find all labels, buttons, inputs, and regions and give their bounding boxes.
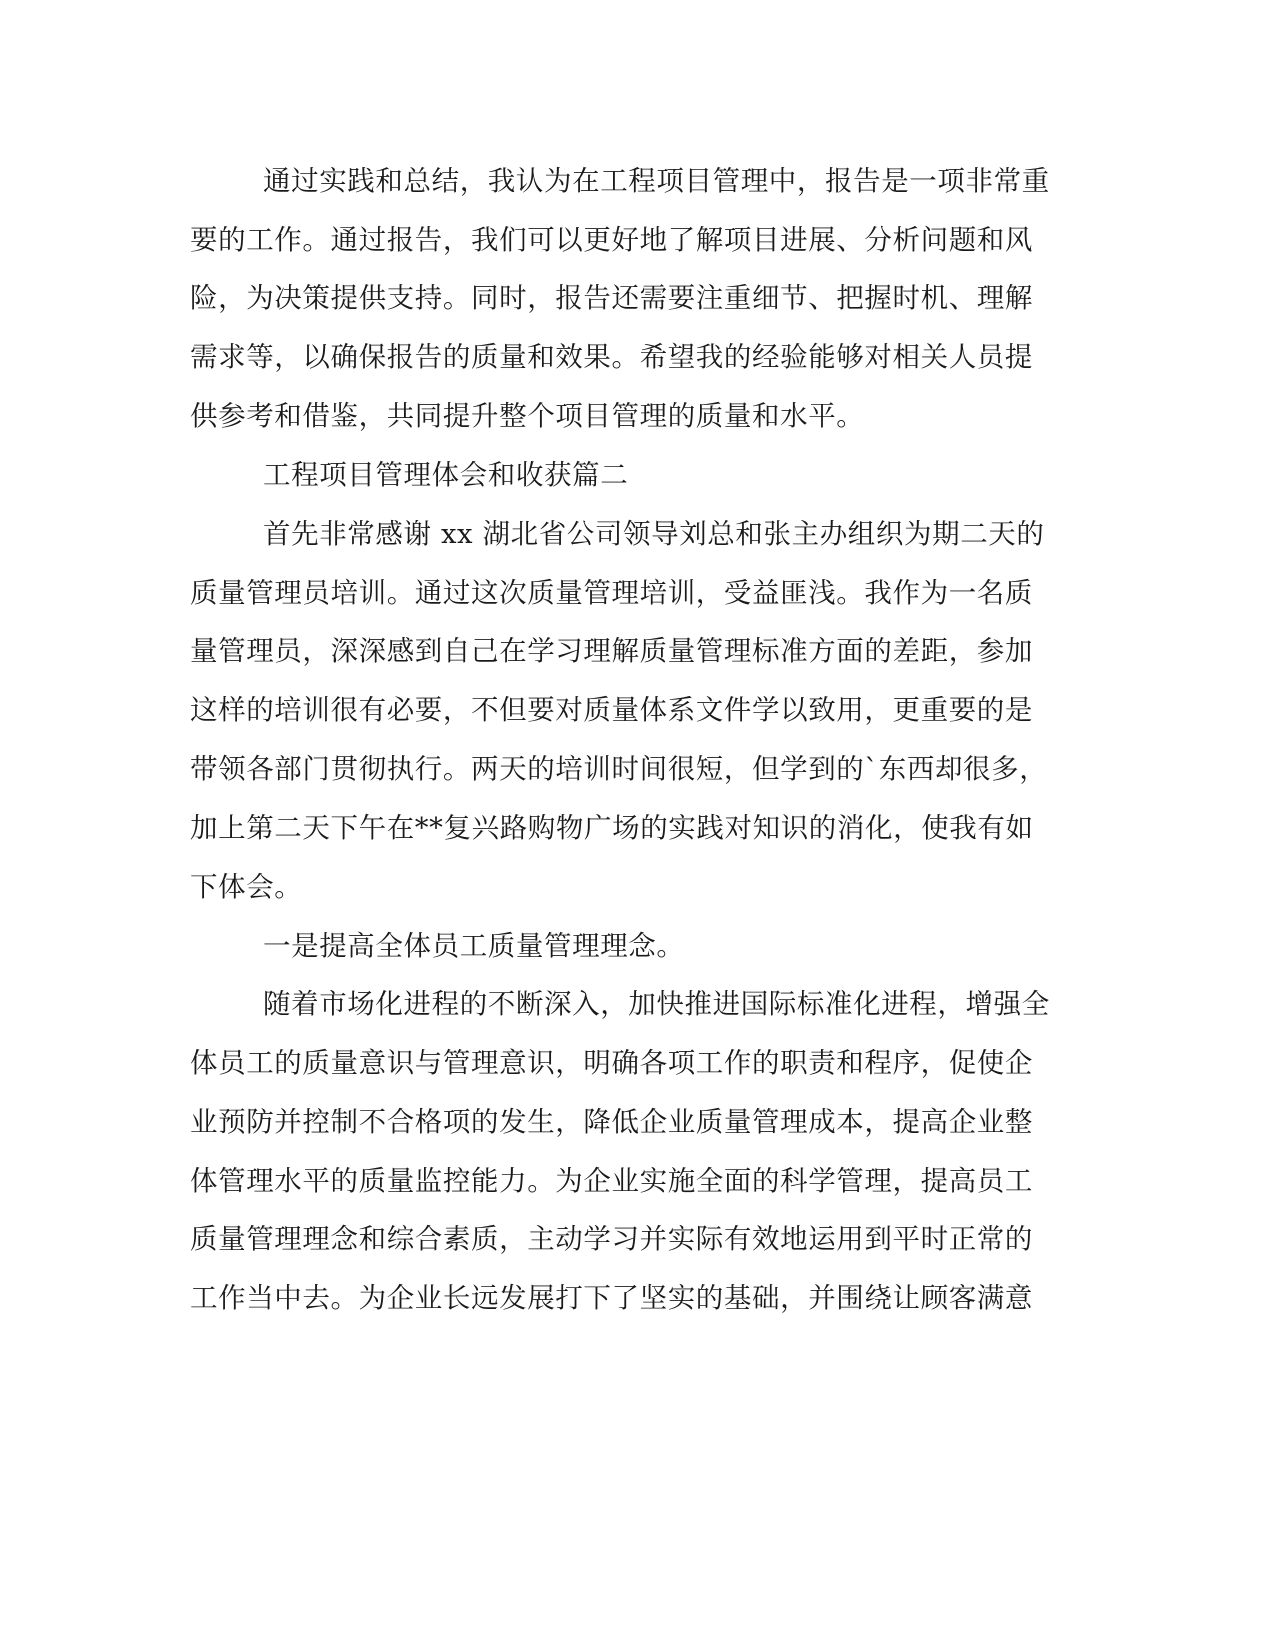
paragraph-line: 要的工作。通过报告，我们可以更好地了解项目进展、分析问题和风	[190, 224, 1033, 256]
paragraph-line: 质量管理员培训。通过这次质量管理培训，受益匪浅。我作为一名质	[190, 577, 1033, 609]
paragraph-line: 险，为决策提供支持。同时，报告还需要注重细节、把握时机、理解	[190, 282, 1033, 314]
paragraph-line: 工作当中去。为企业长远发展打下了坚实的基础，并围绕让顾客满意	[190, 1282, 1033, 1314]
paragraph-line: 通过实践和总结，我认为在工程项目管理中，报告是一项非常重	[263, 165, 1050, 197]
paragraph-line: 体管理水平的质量监控能力。为企业实施全面的科学管理，提高员工	[190, 1165, 1033, 1197]
paragraph-line: 下体会。	[190, 871, 303, 903]
section-heading: 工程项目管理体会和收获篇二	[263, 459, 629, 491]
paragraph-line: 供参考和借鉴，共同提升整个项目管理的质量和水平。	[190, 400, 865, 432]
paragraph-line: 带领各部门贯彻执行。两天的培训时间很短，但学到的`东西却很多，	[190, 753, 1048, 785]
paragraph-line: 随着市场化进程的不断深入，加快推进国际标准化进程，增强全	[263, 988, 1050, 1020]
paragraph-line: 需求等，以确保报告的质量和效果。希望我的经验能够对相关人员提	[190, 341, 1033, 373]
paragraph-line: 首先非常感谢 xx 湖北省公司领导刘总和张主办组织为期二天的	[263, 518, 1045, 550]
paragraph-line: 这样的培训很有必要，不但要对质量体系文件学以致用，更重要的是	[190, 694, 1033, 726]
paragraph-line: 业预防并控制不合格项的发生，降低企业质量管理成本，提高企业整	[190, 1106, 1033, 1138]
paragraph-line: 量管理员，深深感到自己在学习理解质量管理标准方面的差距，参加	[190, 635, 1033, 667]
paragraph-line: 质量管理理念和综合素质，主动学习并实际有效地运用到平时正常的	[190, 1223, 1033, 1255]
paragraph-line: 体员工的质量意识与管理意识，明确各项工作的职责和程序，促使企	[190, 1047, 1033, 1079]
subsection-heading: 一是提高全体员工质量管理理念。	[263, 930, 685, 962]
paragraph-line: 加上第二天下午在**复兴路购物广场的实践对知识的消化，使我有如	[190, 812, 1034, 844]
